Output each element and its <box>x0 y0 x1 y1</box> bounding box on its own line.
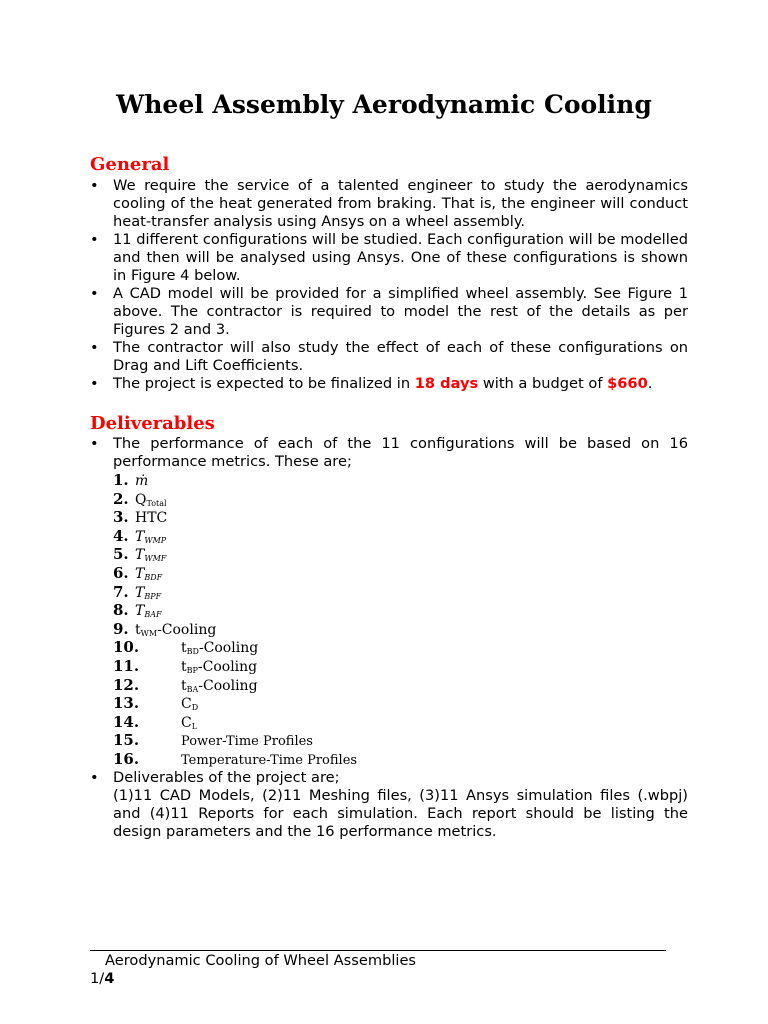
bullet-text-pre: The project is expected to be finalized in <box>113 375 415 392</box>
document-title: Wheel Assembly Aerodynamic Cooling <box>116 90 652 119</box>
metric-item: 10. $t_{BD}$-Cooling <box>113 638 259 657</box>
deliverables-bullet-2 <box>90 769 688 787</box>
bullet-icon: • <box>90 769 99 786</box>
section-heading-general: General <box>90 154 170 175</box>
metric-item: 4. $T_{WMP}$ <box>113 526 167 545</box>
metric-item: 5. $T_{WMF}$ <box>113 545 167 564</box>
bullet-text: We require the service of a talented engineer to study the aerodynamics cooling of the heat generated from braking. That is, the engineer will conduct heat-transfer analysis using Ansys on a wheel assembly. <box>113 177 688 230</box>
bullet-icon: • <box>90 339 99 356</box>
bullet-text-mid: with a budget of <box>478 375 608 392</box>
metric-item: 8. $T_{BAF}$ <box>113 601 162 620</box>
section-heading-deliverables: Deliverables <box>90 413 215 434</box>
general-bullet-4 <box>90 339 688 375</box>
deliverables-final-list <box>90 769 688 787</box>
metric-item: 3. HTC <box>113 508 168 527</box>
metric-item: 1. ṁ <box>113 471 149 489</box>
footer-divider <box>90 950 666 951</box>
bullet-text: 11 different configurations will be studied. Each configuration will be modelled and then will be analysed using Ansys. One of these configurations is shown in Figure 4 below. <box>113 231 688 284</box>
bullet-text: The contractor will also study the effect of each of these configurations on Drag and Lift Coefficients. <box>113 339 688 374</box>
deliverables-details: (1)11 CAD Models, (2)11 Meshing files, (3)11 Ansys simulation files (.wbpj) and (4)11 Reports for each simulation. Each report should be listing the design parameters and the 16 performance metrics. <box>113 787 688 840</box>
general-bullet-5 <box>90 375 688 393</box>
budget-highlight: $660 <box>607 375 648 392</box>
bullet-text: The performance of each of the 11 configurations will be based on 16 performance metrics. These are; <box>113 435 688 470</box>
metric-item: 11. $t_{BP}$-Cooling <box>113 656 258 675</box>
general-bullet-list <box>90 177 688 393</box>
duration-highlight: 18 days <box>414 375 479 392</box>
metric-item: 6. $T_{BDF}$ <box>113 563 163 582</box>
metric-item: 16. Temperature-Time Profiles <box>113 749 358 768</box>
general-bullet-3 <box>90 285 688 339</box>
general-bullet-2 <box>90 231 688 285</box>
bullet-icon: • <box>90 285 99 302</box>
bullet-text: Deliverables of the project are; <box>113 769 340 786</box>
general-bullet-1 <box>90 177 688 231</box>
bullet-icon: • <box>90 435 99 452</box>
metric-item: 9. $t_{WM}$-Cooling <box>113 619 217 638</box>
metric-item: 13. $C_D$ <box>113 694 199 713</box>
deliverables-intro-list <box>90 435 688 471</box>
page-number <box>90 970 114 987</box>
bullet-icon: • <box>90 231 99 248</box>
bullet-text-post: . <box>647 375 653 392</box>
deliverables-bullet-1 <box>90 435 688 471</box>
metric-item: 2. $Q_{Total}$ <box>113 489 167 508</box>
footer-title: Aerodynamic Cooling of Wheel Assemblies <box>105 952 417 969</box>
page-total: 4 <box>104 970 115 987</box>
bullet-icon: • <box>90 375 99 392</box>
bullet-icon: • <box>90 177 99 194</box>
metric-item: 14. $C_L$ <box>113 712 198 731</box>
bullet-text: A CAD model will be provided for a simplified wheel assembly. See Figure 1 above. The contractor is required to model the rest of the details as per Figures 2 and 3. <box>113 285 688 338</box>
metric-item: 15. Power-Time Profiles <box>113 731 313 750</box>
metric-item: 7. $T_{BPF}$ <box>113 582 162 601</box>
page-current: 1/ <box>90 970 105 987</box>
metrics-list <box>113 471 357 769</box>
metric-item: 12. $t_{BA}$-Cooling <box>113 675 258 694</box>
